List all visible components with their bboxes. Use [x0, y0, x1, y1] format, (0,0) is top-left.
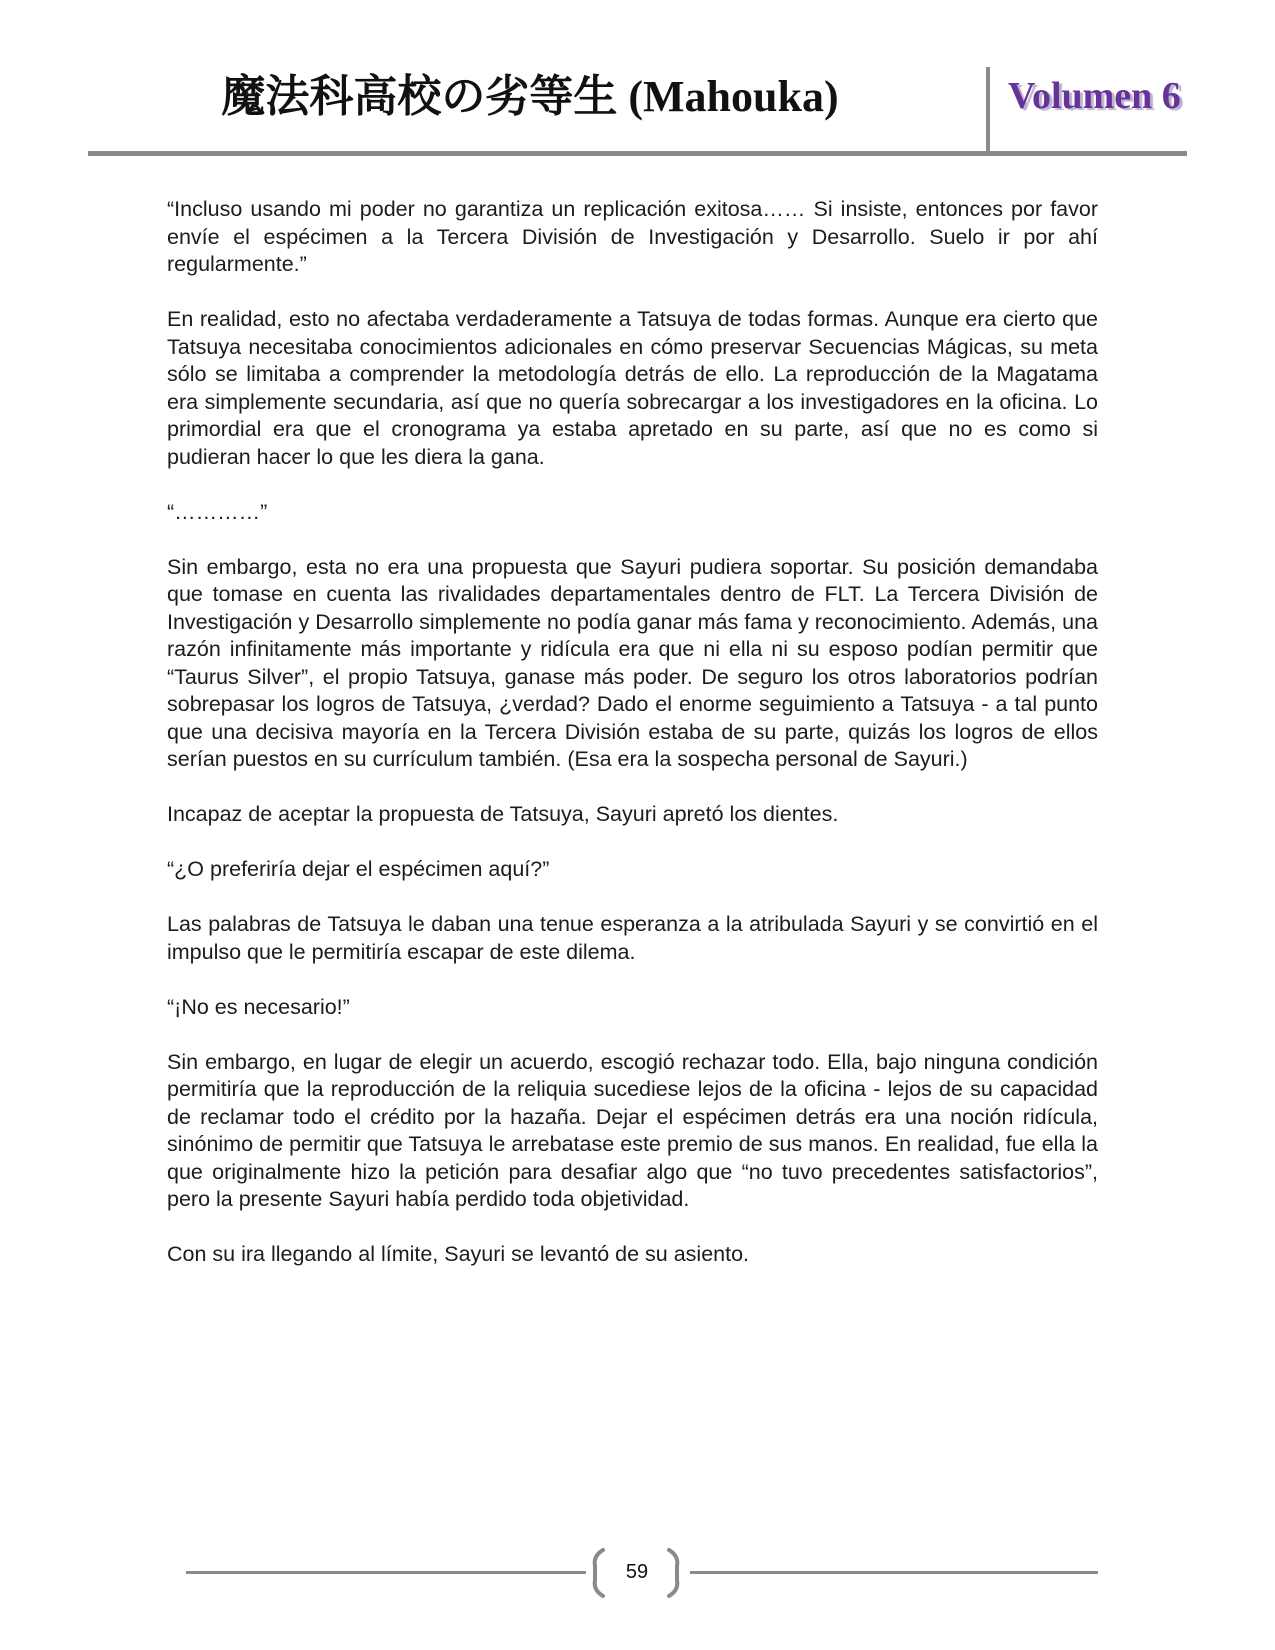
paragraph: “¡No es necesario!”	[167, 994, 350, 1019]
page-number: 59	[625, 1561, 649, 1583]
paragraph: En realidad, esto no afectaba verdaderamente a Tatsuya de todas formas. Aunque era cierto que Tatsuya necesitaba conocimientos adicionales en cómo preservar Secuencias Mágicas, su meta sólo se limitaba a comprender la metodología detrás de ello. La reproducción de la Magatama era simplemente secundaria, así que no quería sobrecargar a los investigadores en la oficina. Lo primordial era que el cronograma ya estaba apretado en su parte, así que no es como si pudieran hacer lo que les diera la gana.	[167, 307, 1098, 469]
document-title: 魔法科高校の劣等生 (Mahouka)	[221, 72, 839, 121]
paragraph: “¿O preferiría dejar el espécimen aquí?”	[167, 857, 550, 881]
header-vertical-divider	[986, 67, 990, 154]
paragraph: Sin embargo, esta no era una propuesta que Sayuri pudiera soportar. Su posición demandaba que tomase en cuenta las rivalidades departamentales dentro de FLT. La Tercera División de Investigación y Desarrollo simplemente no podía ganar más fama y reconocimiento. Además, una razón infinitamente más importante y ridícula era que ni ella ni su esposo podían permitir que “Taurus Silver”, el propio Tatsuya, ganase más poder. De seguro los otros laboratorios podrían sobrepasar los logros de Tatsuya, ¿verdad? Dado el enorme seguimiento a Tatsuya - a tal punto que una decisiva mayoría en la Tercera División estaba de su parte, quizás los logros de ellos serían puestos en su currículum también. (Esa era la sospecha personal de Sayuri.)	[167, 554, 1098, 771]
paragraph: Incapaz de aceptar la propuesta de Tatsuya, Sayuri apretó los dientes.	[167, 802, 839, 826]
paragraph: Las palabras de Tatsuya le daban una tenue esperanza a la atribulada Sayuri y se convirtió en el impulso que le permitiría escapar de este dilema.	[167, 912, 1098, 964]
paragraph: “Incluso usando mi poder no garantiza un replicación exitosa…… Si insiste, entonces por favor envíe el espécimen a la Tercera División de Investigación y Desarrollo. Suelo ir por ahí regularmente.”	[167, 197, 1098, 276]
footer-rule-right	[690, 1571, 1098, 1574]
volume-label: Volumen 6	[1008, 75, 1181, 117]
paragraph: “…………”	[167, 499, 268, 524]
paragraph: Sin embargo, en lugar de elegir un acuerdo, escogió rechazar todo. Ella, bajo ninguna condición permitiría que la reproducción de la reliquia sucediese lejos de la oficina - lejos de su capacidad de reclamar todo el crédito por la hazaña. Dejar el espécimen detrás era una noción ridícula, sinónimo de permitir que Tatsuya le arrebatase este premio de sus manos. En realidad, fue ella la que originalmente hizo la petición para desafiar algo que “no tuvo precedentes satisfactorios”, pero la presente Sayuri había perdido toda objetividad.	[167, 1049, 1098, 1211]
header-horizontal-rule	[88, 151, 1187, 156]
paragraph: Con su ira llegando al límite, Sayuri se levantó de su asiento.	[167, 1242, 750, 1266]
body-text-column	[167, 196, 1098, 1296]
page-number-bracket-right-icon	[666, 1547, 684, 1599]
footer-rule-left	[186, 1571, 586, 1574]
